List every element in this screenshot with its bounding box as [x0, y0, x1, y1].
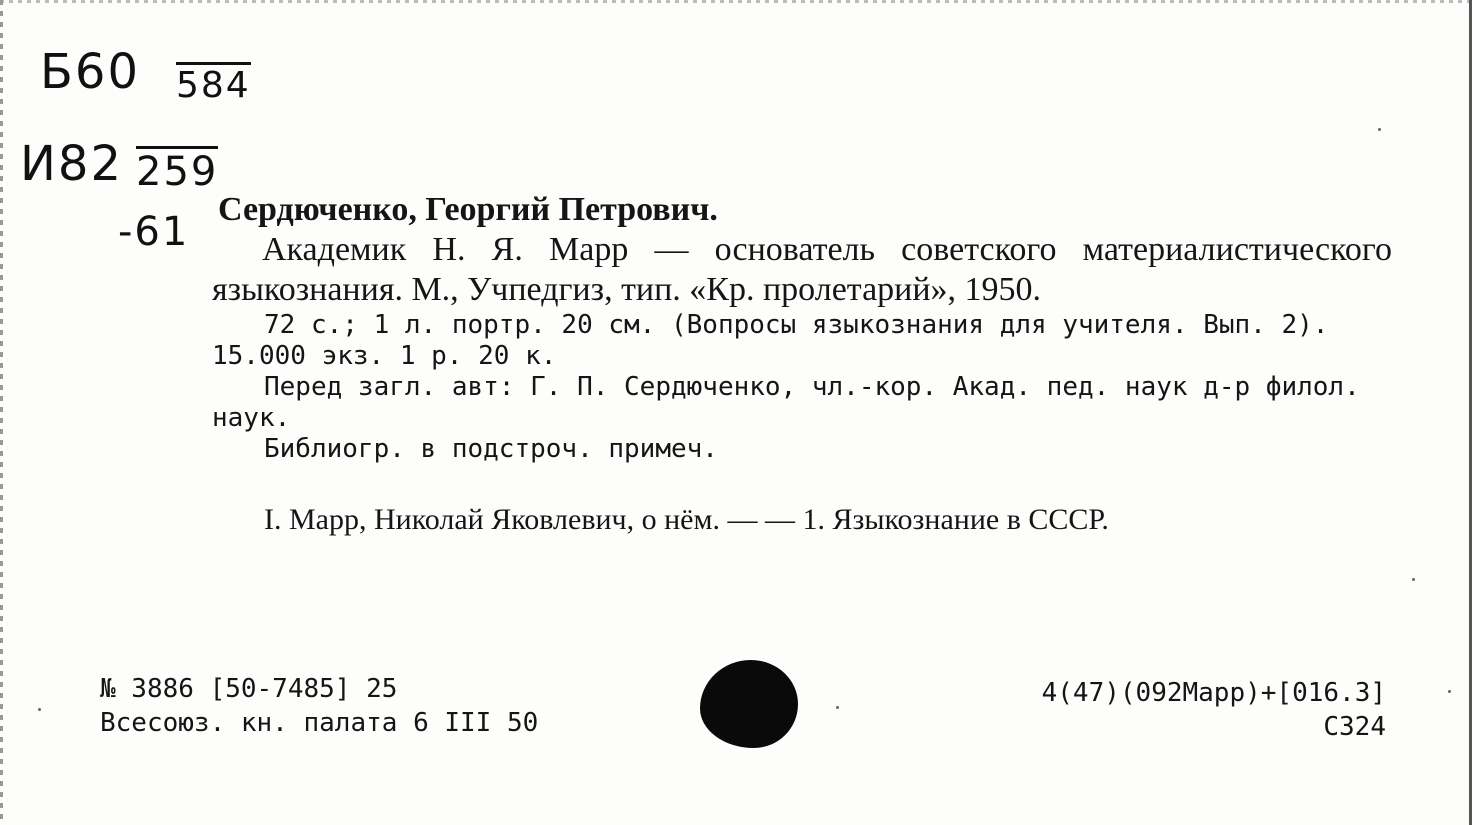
entry-subjects: I. Марр, Николай Яковлевич, о нём. — — 1. Языкознание в СССР.	[264, 503, 1109, 536]
spacer	[212, 465, 1392, 503]
speck	[38, 708, 41, 711]
speck	[1378, 128, 1381, 131]
entry-collation: 72 с.; 1 л. портр. 20 см. (Вопросы языкознания для учителя. Вып. 2). 15.000 экз. 1 р. 20 к.	[212, 310, 1329, 371]
ink-blot	[700, 660, 798, 748]
speck	[836, 706, 839, 709]
handwritten-shelfmark-2-number: 259	[136, 146, 218, 192]
card-top-edge	[0, 0, 1472, 3]
entry-author: Сердюченко, Георгий Петрович.	[218, 191, 718, 228]
speck	[1412, 578, 1415, 581]
book-chamber-stamp: Всесоюз. кн. палата 6 III 50	[100, 708, 539, 738]
footer-left	[100, 672, 538, 740]
classification-index: 4(47)(092Марр)+[016.3]	[1041, 678, 1386, 708]
footer-right	[1042, 676, 1386, 744]
speck	[1448, 690, 1451, 693]
handwritten-shelfmark-1: Б60	[40, 44, 141, 100]
card-left-edge	[0, 0, 3, 825]
catalog-entry	[212, 190, 1392, 537]
entry-bibliography-note: Библиогр. в подстроч. примеч.	[264, 434, 718, 464]
record-number: № 3886 [50-7485] 25	[100, 674, 398, 704]
handwritten-shelfmark-3: -61	[118, 209, 190, 255]
handwritten-shelfmark-2: И82	[20, 136, 123, 192]
entry-title: Академик Н. Я. Марр — основатель советского материалистического языкознания. М., Учпедгиз, тип. «Кр. пролетарий», 1950.	[212, 231, 1392, 308]
handwritten-shelfmark-1-number: 584	[176, 62, 251, 104]
entry-author-note: Перед загл. авт: Г. П. Сердюченко, чл.-кор. Акад. пед. наук д-р филол. наук.	[212, 372, 1360, 433]
author-mark: С324	[1323, 712, 1386, 742]
